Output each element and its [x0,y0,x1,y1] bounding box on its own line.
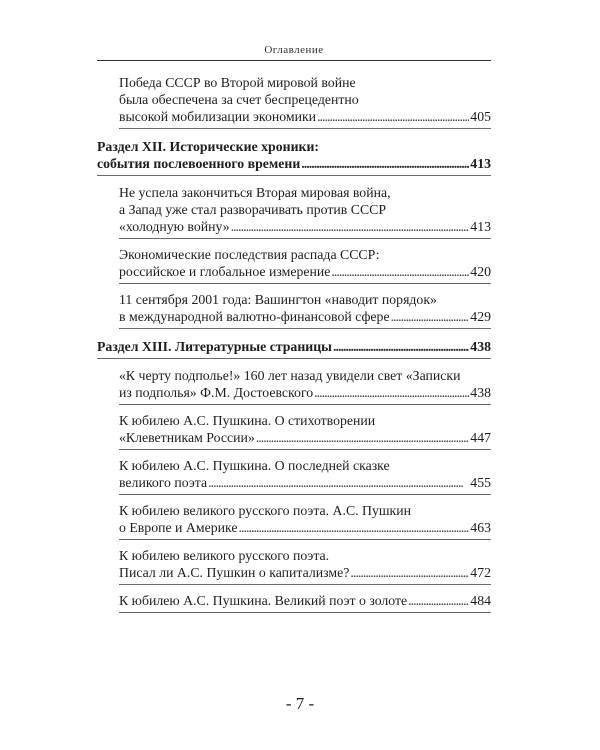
toc-entry-line: в международной валютно-финансовой сфере [119,309,390,324]
toc-entry-last-line [119,474,491,491]
toc-entry-last-line [119,218,491,235]
toc-entry-line: события послевоенного времени [97,156,301,171]
toc-entry-line: К юбилею А.С. Пушкина. Великий поэт о золоте [119,593,408,608]
toc-page-number: 429 [470,309,491,324]
toc-entry-line: Экономические последствия распада СССР: [119,247,380,262]
toc-page-number: 420 [470,264,491,279]
toc-entry-line: К юбилею великого русского поэта. А.С. Пушкин [119,503,412,518]
toc-entry-line: К юбилею А.С. Пушкина. О стихотворении [119,413,376,428]
toc-entry-line: Не успела закончиться Вторая мировая война, [119,185,391,200]
toc-entry-line: была обеспечена за счет беспрецедентно [119,92,359,107]
toc-entry-line: «К черту подполье!» 160 лет назад увидели свет «Записки [119,368,461,383]
toc-entry-last-line [97,155,491,172]
dot-leader [317,108,469,125]
toc-page-number: 438 [470,385,491,400]
toc-entry-last-line [119,564,491,581]
table-of-contents [97,74,491,620]
toc-entry-last-line [119,263,491,280]
toc-section-entry [97,338,491,359]
page-number: - 7 - [285,694,315,713]
toc-entry [119,74,491,129]
toc-page-number: 463 [470,520,491,535]
dot-leader [238,519,469,536]
dot-leader [256,429,470,446]
dot-leader [331,263,469,280]
toc-entry-line: 11 сентября 2001 года: Вашингтон «наводит порядок» [119,292,437,307]
header-rule [97,60,491,61]
toc-entry-line: а Запад уже стал разворачивать против СССР [119,202,387,217]
toc-entry-last-line [119,519,491,536]
toc-entry-line: о Европе и Америке [119,520,238,535]
toc-entry-last-line [119,384,491,401]
toc-entry-line: Раздел XIII. Литературные страницы [97,339,332,354]
toc-entry-line: высокой мобилизации экономики [119,109,317,124]
toc-page-number: 405 [470,109,491,124]
toc-page-number: 413 [470,219,491,234]
toc-entry [119,592,491,613]
toc-entry-line: «холодную войну» [119,219,230,234]
toc-entry-last-line [119,592,491,609]
toc-entry-line: К юбилею А.С. Пушкина. О последней сказке [119,458,390,473]
toc-entry-line: Раздел XII. Исторические хроники: [97,139,320,154]
toc-entry-last-line [119,308,491,325]
toc-page-number: 472 [470,565,491,580]
toc-entry [119,291,491,329]
toc-page-number: 438 [470,339,491,354]
toc-entry [119,184,491,239]
toc-page-number: 413 [470,156,491,171]
toc-entry-last-line [119,429,491,446]
dot-leader [301,155,469,172]
dot-leader [408,592,469,609]
toc-entry [119,246,491,284]
toc-entry [119,412,491,450]
toc-page-number: 484 [470,593,491,608]
toc-entry-last-line [119,108,491,125]
toc-entry [119,457,491,495]
dot-leader [208,474,469,491]
toc-entry-line: из подполья» Ф.М. Достоевского [119,385,314,400]
toc-section-entry [97,138,491,176]
dot-leader [314,384,469,401]
toc-entry-line: великого поэта [119,475,208,490]
toc-entry [119,547,491,585]
toc-entry [119,367,491,405]
toc-entry-last-line [97,338,491,355]
toc-entry-line: Писал ли А.С. Пушкин о капитализме? [119,565,350,580]
toc-entry-line: «Клеветникам России» [119,430,255,445]
dot-leader [391,308,470,325]
dot-leader [231,218,470,235]
toc-entry [119,502,491,540]
dot-leader [350,564,469,581]
toc-entry-line: Победа СССР во Второй мировой войне [119,75,356,90]
dot-leader [333,338,469,355]
toc-page-number: 447 [470,430,491,445]
toc-page-number: 455 [470,475,491,490]
toc-entry-line: российское и глобальное измерение [119,264,331,279]
toc-entry-line: К юбилею великого русского поэта. [119,548,330,563]
running-header: Оглавление [264,44,324,56]
